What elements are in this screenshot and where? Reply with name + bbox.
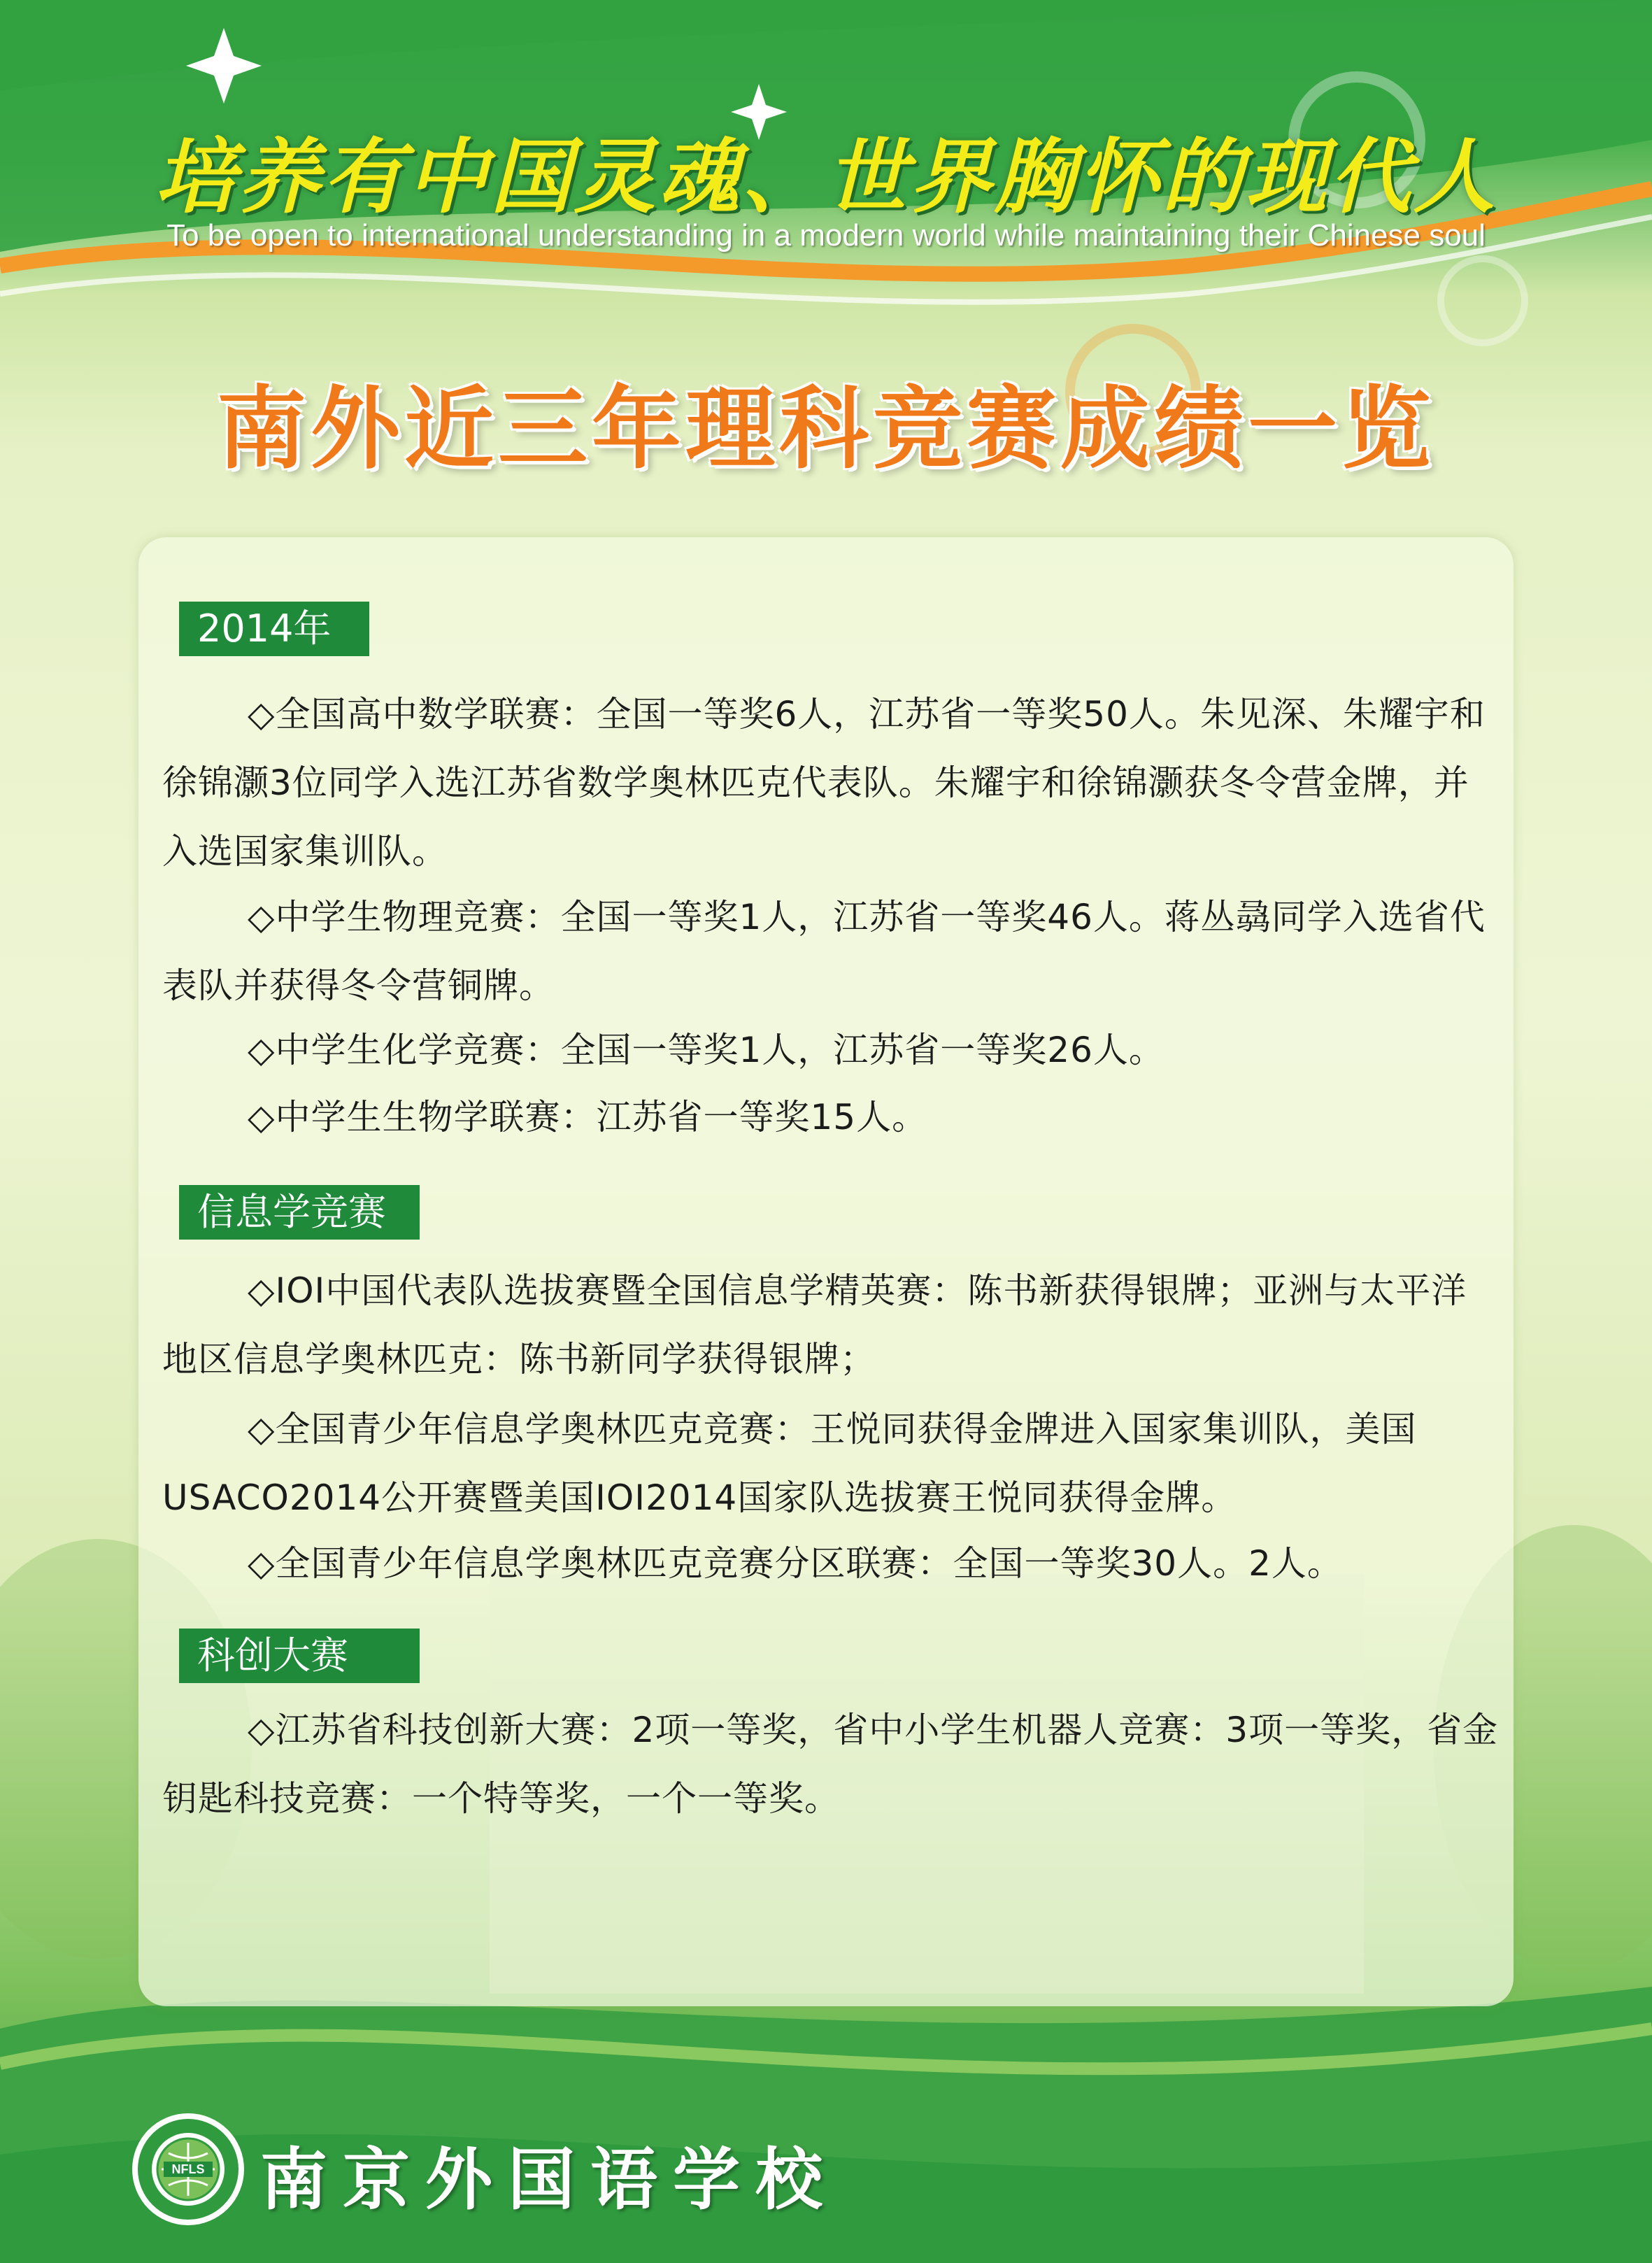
paragraph-biology: ◇中学生生物学联赛：江苏省一等奖15人。 — [248, 1097, 928, 1137]
paragraph-math: ◇全国高中数学联赛：全国一等奖6人，江苏省一等奖50人。朱见深、朱耀宇和徐锦灏3位同学入选江苏省数学奥林匹克代表队。朱耀宇和徐锦灏获冬令营金牌，并入选国家集训队。 — [162, 694, 1486, 872]
page-title: 南外近三年理科竞赛成绩一览 — [216, 377, 1435, 481]
paragraph-innovation: ◇江苏省科技创新大赛：2项一等奖，省中小学生机器人竞赛：3项一等奖，省金钥匙科技竞赛：一个特等奖，一个一等奖。 — [162, 1710, 1499, 1819]
section-tag-2014: 2014年 — [179, 602, 369, 656]
school-name: 南京外国语学校 — [260, 2140, 838, 2219]
paragraph-ioi: ◇IOI中国代表队选拔赛暨全国信息学精英赛：陈书新获得银牌；亚洲与太平洋地区信息学奥林匹克：陈书新同学获得银牌； — [162, 1270, 1467, 1379]
paragraph-noip: ◇全国青少年信息学奥林匹克竞赛分区联赛：全国一等奖30人。2人。 — [248, 1543, 1343, 1584]
paragraph-physics: ◇中学生物理竞赛：全国一等奖1人，江苏省一等奖46人。蒋丛骉同学入选省代表队并获得冬令营铜牌。 — [162, 897, 1486, 1006]
logo-text: NFLS — [171, 2162, 205, 2176]
paragraph-noi: ◇全国青少年信息学奥林匹克竞赛：王悦同获得金牌进入国家集训队，美国USACO2014公开赛暨美国IOI2014国家队选拔赛王悦同获得金牌。 — [162, 1409, 1417, 1518]
slogan-en: To be open to international understanding in a modern world while maintaining their Chinese soul — [166, 218, 1486, 253]
section-tag-informatics: 信息学竞赛 — [179, 1185, 420, 1240]
section-tag-innovation: 科创大赛 — [179, 1629, 420, 1683]
paragraph-chemistry: ◇中学生化学竞赛：全国一等奖1人，江苏省一等奖26人。 — [248, 1030, 1165, 1070]
school-logo — [130, 2111, 246, 2227]
slogan-cn: 培养有中国灵魂、世界胸怀的现代人 — [155, 130, 1497, 225]
